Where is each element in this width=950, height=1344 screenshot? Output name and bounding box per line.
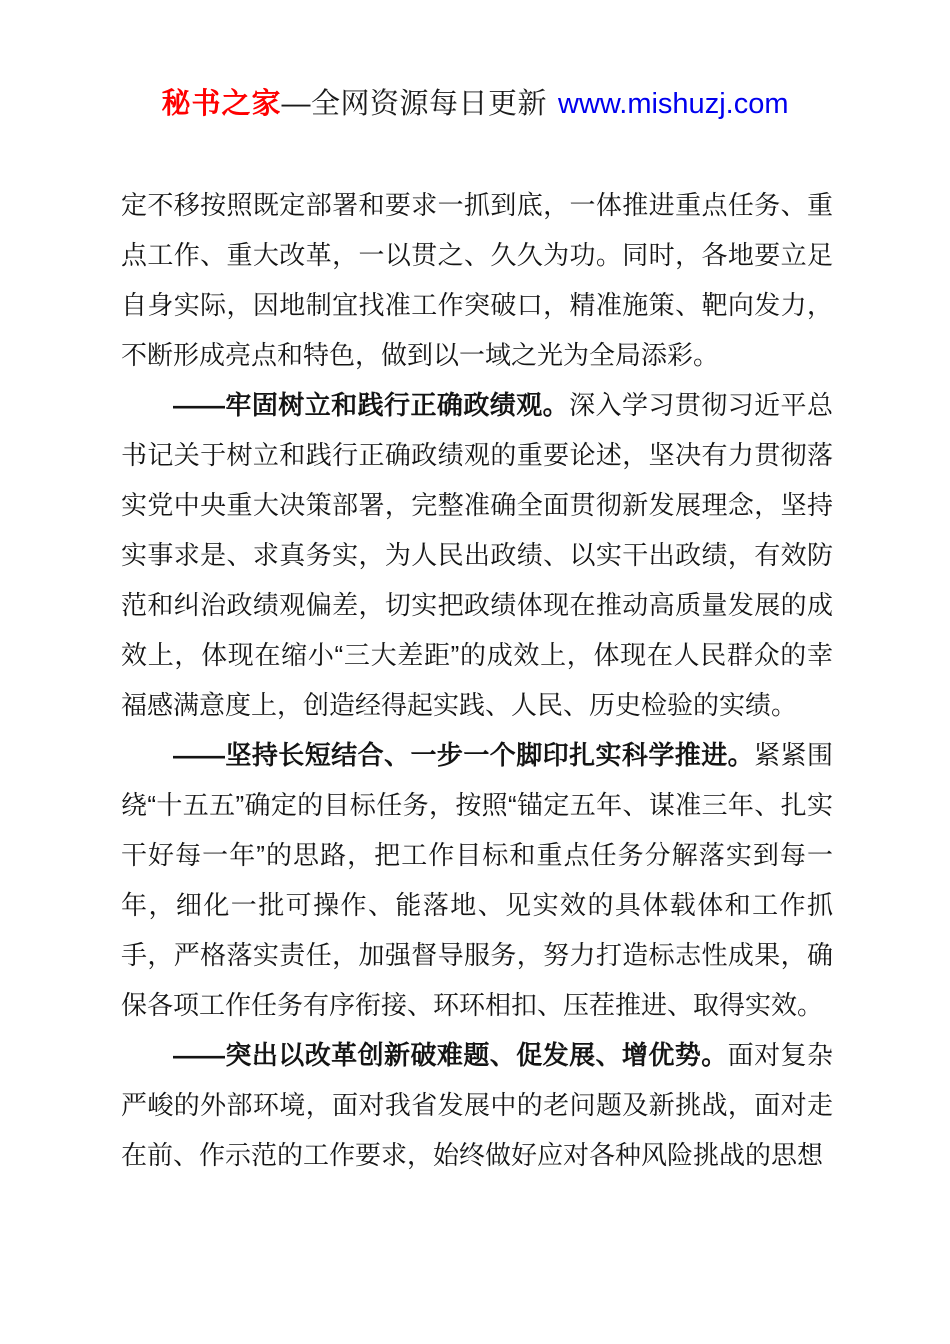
site-name: 秘书之家 xyxy=(161,88,282,120)
paragraph-text: 面对复杂严峻的外部环境，面对我省发展中的老问题及新挑战，面对走在前、作示范的工作要求，始终做好应对各种风险挑战的思想 xyxy=(121,1040,833,1170)
paragraph-continuation xyxy=(121,180,833,380)
paragraph-text: 定不移按照既定部署和要求一抓到底，一体推进重点任务、重点工作、重大改革，一以贯之、久久为功。同时，各地要立足自身实际，因地制宜找准工作突破口，精准施策、靶向发力，不断形成亮点和特色，做到以一域之光为全局添彩。 xyxy=(121,190,833,370)
paragraph-political-performance xyxy=(121,380,833,730)
site-tagline: —全网资源每日更新 xyxy=(281,88,548,120)
paragraph-text: 深入学习贯彻习近平总书记关于树立和践行正确政绩观的重要论述，坚决有力贯彻落实党中央重大决策部署，完整准确全面贯彻新发展理念，坚持实事求是、求真务实，为人民出政绩、以实干出政绩，有效防范和纠治政绩观偏差，切实把政绩体现在推动高质量发展的成效上，体现在缩小“三大差距”的成效上，体现在人民群众的幸福感满意度上，创造经得起实践、人民、历史检验的实绩。 xyxy=(121,390,833,720)
site-url-link[interactable]: www.mishuzj.com xyxy=(558,88,789,120)
paragraph-reform-innovation xyxy=(121,1030,833,1180)
document-body xyxy=(121,180,833,1180)
paragraph-lead: ——坚持长短结合、一步一个脚印扎实科学推进。 xyxy=(173,740,755,770)
paragraph-text: 紧紧围绕“十五五”确定的目标任务，按照“锚定五年、谋准三年、扎实干好每一年”的思路，把工作目标和重点任务分解落实到每一年，细化一批可操作、能落地、见实效的具体载体和工作抓手，严格落实责任，加强督导服务，努力打造标志性成果，确保各项工作任务有序衔接、环环相扣、压茬推进、取得实效。 xyxy=(121,740,833,1020)
paragraph-lead: ——突出以改革创新破难题、促发展、增优势。 xyxy=(173,1040,728,1070)
paragraph-long-short-planning xyxy=(121,730,833,1030)
paragraph-lead: ——牢固树立和践行正确政绩观。 xyxy=(173,390,570,420)
page-header xyxy=(0,0,950,119)
